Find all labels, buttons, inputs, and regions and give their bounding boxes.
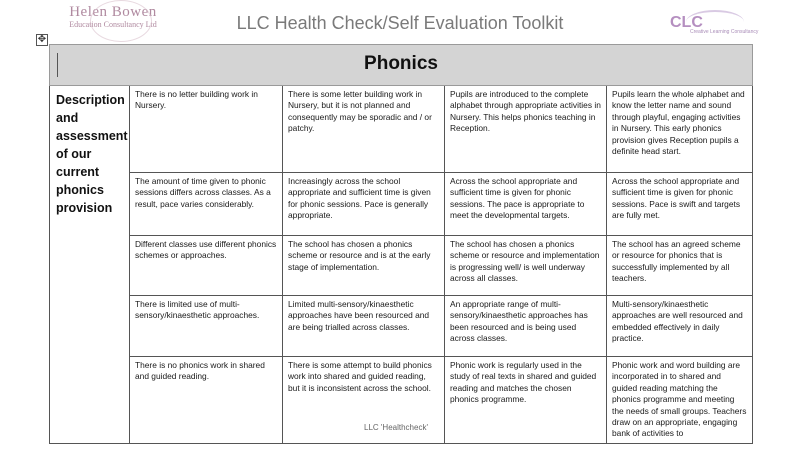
table-cell[interactable]: Phonic work and word building are incorporated in to shared and guided reading matching the phonics programme and meeting the needs of small groups. Teachers draw on an appropriate, engaging bank of activities to [612, 360, 747, 439]
table-cell[interactable]: Phonic work is regularly used in the study of real texts in shared and guided reading and matches the chosen phonics programme. [445, 357, 607, 444]
table-cell[interactable]: The school has chosen a phonics scheme or resource and is at the early stage of implementation. [283, 236, 445, 295]
table-row [130, 86, 752, 173]
logo-left-name: Helen Bowen [69, 4, 157, 20]
section-banner [49, 44, 753, 86]
section-title: Phonics [364, 53, 438, 74]
page-footer: LLC 'Healthcheck' [364, 423, 428, 432]
table-row [130, 236, 752, 296]
table-cell[interactable]: Different classes use different phonics schemes or approaches. [130, 236, 283, 295]
table-cell[interactable]: There is no phonics work in shared and guided reading. [130, 357, 283, 444]
table-row [130, 173, 752, 236]
table-cell[interactable]: Limited multi-sensory/kinaesthetic approaches have been resourced and are being trialled across classes. [283, 296, 445, 356]
logo-right-tag: Creative Learning Consultancy [690, 29, 759, 35]
table-cell[interactable]: Increasingly across the school appropriate and sufficient time is given for phonic sessions. Pace is generally appropriate. [283, 173, 445, 235]
table-row [130, 296, 752, 357]
table-cell[interactable]: There is some attempt to build phonics work into shared and guided reading, but it is inconsistent across the school. [283, 357, 445, 444]
clc-logo [660, 8, 759, 38]
page-title: LLC Health Check/Self Evaluation Toolkit [236, 13, 564, 33]
table-cell[interactable]: There is no letter building work in Nursery. [130, 86, 283, 172]
table-row [130, 357, 752, 444]
row-header-text: Description and assessment of our current phonics provision [56, 93, 128, 215]
table-cell[interactable]: Pupils are introduced to the complete alphabet through appropriate activities in Nursery. This helps phonics teaching in Reception. [445, 86, 607, 172]
table-move-handle-icon[interactable]: ✥ [37, 34, 47, 45]
logo-right-name: CLC [670, 14, 703, 31]
table-cell[interactable]: There is limited use of multi-sensory/kinaesthetic approaches. [130, 296, 283, 356]
table-cell[interactable]: Multi-sensory/kinaesthetic approaches are well resourced and embedded effectively in daily practice. [612, 299, 743, 344]
evaluation-table [49, 86, 753, 444]
logo-left-sub: Education Consultancy Ltd [69, 20, 157, 29]
table-cell[interactable]: The school has chosen a phonics scheme or resource and implementation is progressing well/ is well underway across all classes. [445, 236, 607, 295]
table-cell[interactable]: An appropriate range of multi-sensory/kinaesthetic approaches has been resourced and is being used across classes. [445, 296, 607, 356]
table-cell[interactable]: Across the school appropriate and sufficient time is given for phonic sessions. Pace is swift and targets are fully met. [612, 176, 741, 221]
table-cell[interactable]: The amount of time given to phonic sessions differs across classes. As a result, pace varies considerably. [130, 173, 283, 235]
row-header-cell [50, 86, 130, 443]
table-cell[interactable]: There is some letter building work in Nursery, but it is not planned and consequently may be sporadic and / or patchy. [283, 86, 445, 172]
table-cell[interactable]: Across the school appropriate and sufficient time is given for phonic sessions. The pace is appropriate to meet the developmental targets. [445, 173, 607, 235]
table-cell[interactable]: The school has an agreed scheme or resource for phonics that is successfully implemented by all teachers. [612, 239, 741, 284]
page-header [0, 0, 800, 44]
table-cell[interactable]: Pupils learn the whole alphabet and know the letter name and sound through playful, engaging activities in Nursery. This early phonics provision gives Reception pupils a definite head start. [612, 89, 745, 157]
